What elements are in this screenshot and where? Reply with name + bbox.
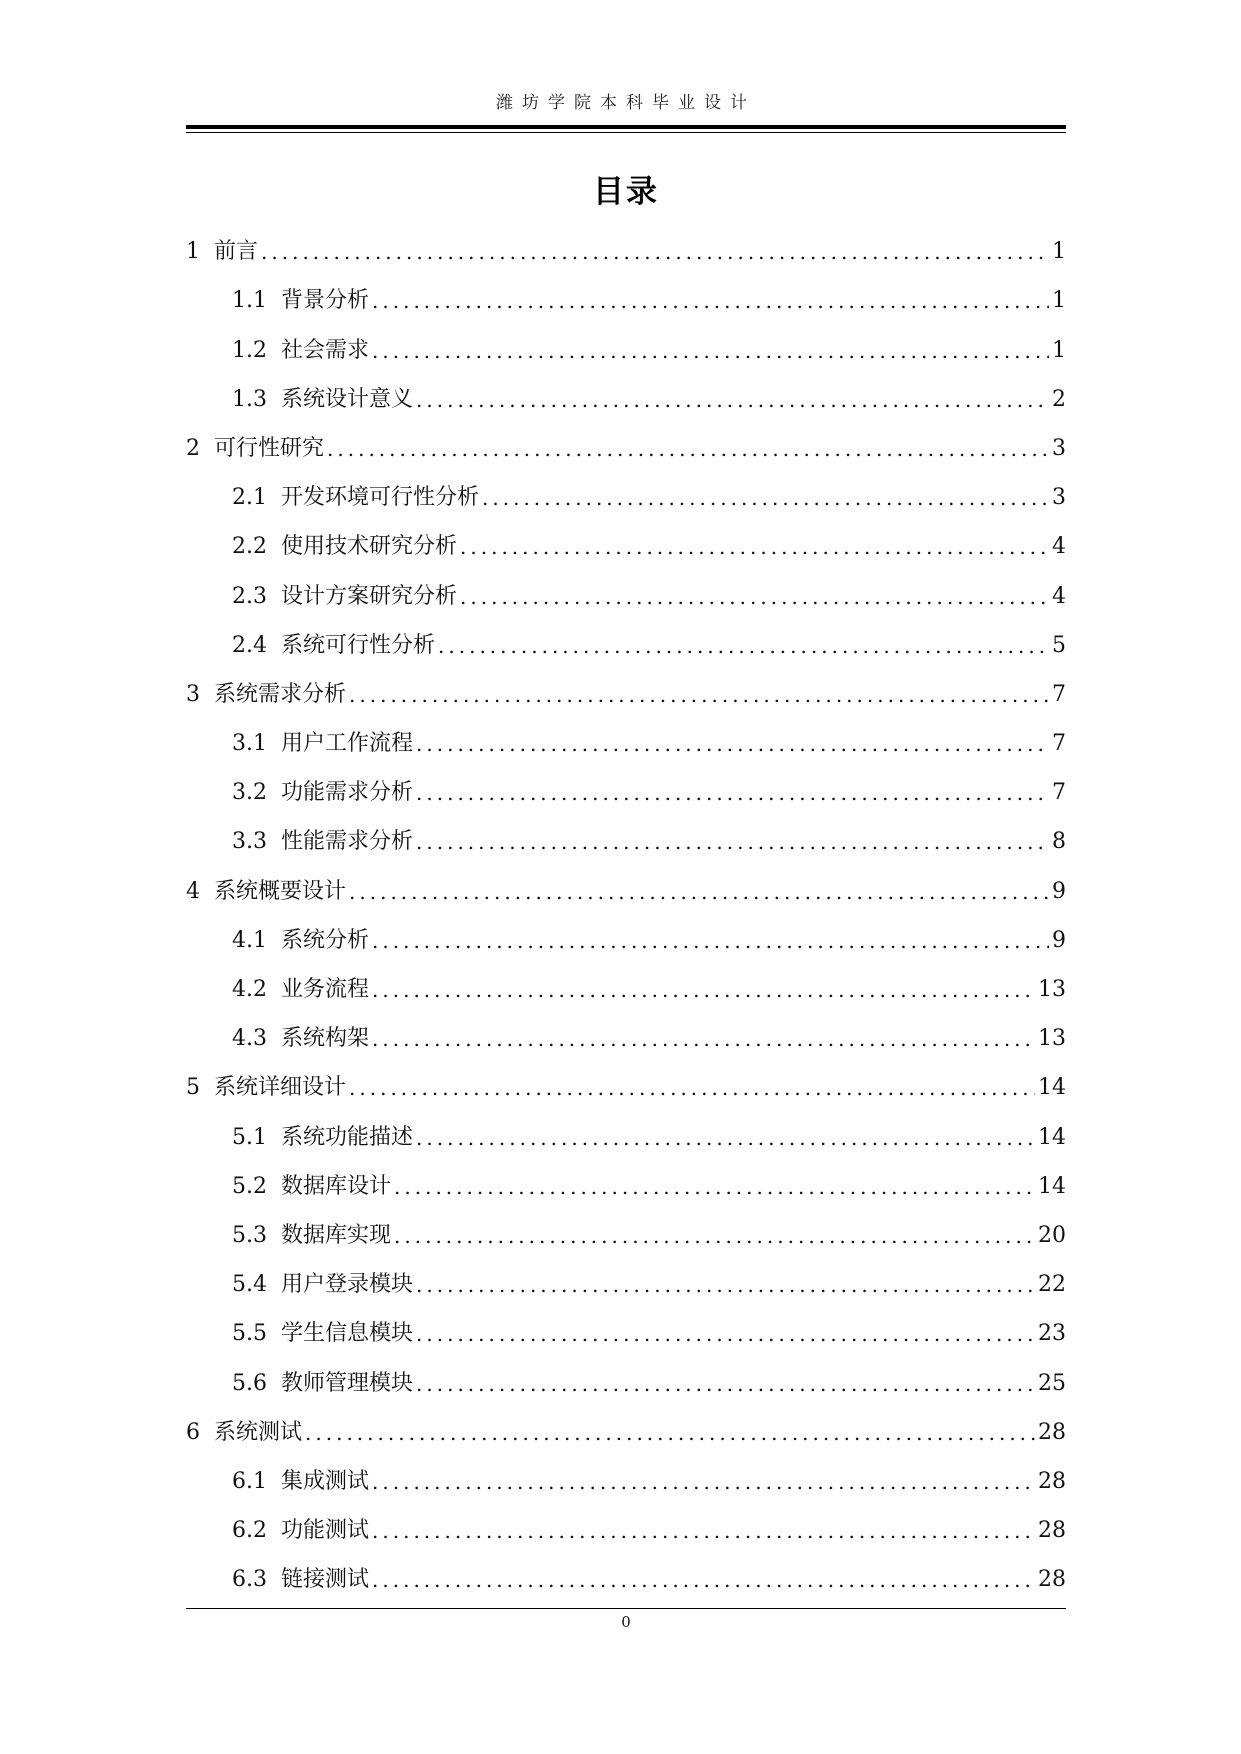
toc-dot-leader bbox=[372, 287, 1049, 315]
toc-dot-leader bbox=[416, 1124, 1035, 1152]
toc-entry[interactable] bbox=[186, 1457, 1066, 1506]
toc-entry-spacer bbox=[267, 337, 281, 365]
toc-dot-leader bbox=[372, 1468, 1035, 1496]
toc-entry-number: 5.2 bbox=[232, 1173, 267, 1199]
toc-entry-page: 2 bbox=[1052, 386, 1066, 412]
toc-list bbox=[186, 227, 1066, 1604]
toc-entry-spacer bbox=[267, 1271, 281, 1299]
toc-entry-page: 7 bbox=[1052, 780, 1066, 806]
toc-entry-page: 25 bbox=[1038, 1370, 1066, 1396]
toc-entry-page: 1 bbox=[1052, 337, 1066, 363]
toc-entry-page: 3 bbox=[1052, 435, 1066, 461]
toc-entry-number: 6.3 bbox=[232, 1567, 267, 1593]
toc-entry-title: 功能需求分析 bbox=[281, 780, 414, 806]
toc-entry-title: 数据库设计 bbox=[281, 1173, 392, 1199]
toc-entry-title: 教师管理模块 bbox=[281, 1370, 414, 1396]
toc-entry[interactable] bbox=[186, 473, 1066, 522]
toc-entry-title: 系统构架 bbox=[281, 1026, 370, 1052]
toc-entry-page: 23 bbox=[1038, 1321, 1066, 1347]
toc-entry-spacer bbox=[267, 779, 281, 807]
toc-entry-spacer bbox=[267, 1320, 281, 1348]
toc-entry-number: 3 bbox=[186, 681, 200, 707]
toc-entry-number: 4.3 bbox=[232, 1026, 267, 1052]
toc-entry[interactable] bbox=[186, 1260, 1066, 1309]
toc-entry-number: 1.2 bbox=[232, 337, 267, 363]
toc-entry[interactable] bbox=[186, 1506, 1066, 1555]
toc-entry-number: 3.1 bbox=[232, 731, 267, 757]
toc-entry-page: 14 bbox=[1038, 1173, 1066, 1199]
toc-entry-number: 2.4 bbox=[232, 632, 267, 658]
toc-dot-leader bbox=[460, 583, 1049, 611]
toc-entry-spacer bbox=[200, 1419, 214, 1447]
toc-entry[interactable] bbox=[186, 866, 1066, 915]
toc-entry-title: 系统可行性分析 bbox=[281, 632, 436, 658]
header-divider-thick bbox=[186, 125, 1066, 129]
toc-entry-number: 6.1 bbox=[232, 1468, 267, 1494]
toc-entry-spacer bbox=[200, 878, 214, 906]
toc-entry-number: 2.1 bbox=[232, 485, 267, 511]
toc-entry-number: 6 bbox=[186, 1419, 200, 1445]
footer-divider bbox=[186, 1608, 1066, 1609]
toc-entry-title: 系统概要设计 bbox=[214, 878, 347, 904]
toc-entry-title: 集成测试 bbox=[281, 1468, 370, 1494]
toc-entry-title: 使用技术研究分析 bbox=[281, 534, 458, 560]
toc-entry-title: 系统分析 bbox=[281, 927, 370, 953]
toc-entry[interactable] bbox=[186, 719, 1066, 768]
toc-entry-number: 5 bbox=[186, 1075, 200, 1101]
toc-entry-page: 28 bbox=[1038, 1419, 1066, 1445]
toc-entry[interactable] bbox=[186, 1358, 1066, 1407]
toc-entry-page: 7 bbox=[1052, 681, 1066, 707]
toc-entry-number: 3.3 bbox=[232, 829, 267, 855]
toc-entry-title: 系统功能描述 bbox=[281, 1124, 414, 1150]
toc-entry-title: 社会需求 bbox=[281, 337, 370, 363]
toc-entry-title: 性能需求分析 bbox=[281, 829, 414, 855]
toc-entry-page: 1 bbox=[1052, 288, 1066, 314]
header-divider-thin bbox=[186, 132, 1066, 133]
toc-dot-leader bbox=[416, 730, 1049, 758]
toc-entry-spacer bbox=[267, 1468, 281, 1496]
toc-dot-leader bbox=[460, 533, 1049, 561]
toc-entry-number: 5.1 bbox=[232, 1124, 267, 1150]
toc-entry[interactable] bbox=[186, 916, 1066, 965]
toc-entry-number: 5.5 bbox=[232, 1321, 267, 1347]
toc-entry-number: 1.3 bbox=[232, 386, 267, 412]
toc-entry[interactable] bbox=[186, 670, 1066, 719]
toc-entry-title: 可行性研究 bbox=[214, 435, 325, 461]
toc-entry-spacer bbox=[200, 681, 214, 709]
toc-entry-spacer bbox=[267, 583, 281, 611]
toc-dot-leader bbox=[416, 1370, 1035, 1398]
toc-entry[interactable] bbox=[186, 522, 1066, 571]
toc-entry-number: 1 bbox=[186, 239, 200, 265]
toc-entry-spacer bbox=[200, 435, 214, 463]
toc-entry[interactable] bbox=[186, 621, 1066, 670]
toc-dot-leader bbox=[416, 1271, 1035, 1299]
toc-entry-spacer bbox=[267, 1124, 281, 1152]
toc-entry-spacer bbox=[267, 1370, 281, 1398]
toc-dot-leader bbox=[416, 386, 1049, 414]
toc-entry-title: 开发环境可行性分析 bbox=[281, 485, 480, 511]
toc-dot-leader bbox=[482, 484, 1049, 512]
toc-entry-number: 1.1 bbox=[232, 288, 267, 314]
toc-entry[interactable] bbox=[186, 325, 1066, 374]
toc-dot-leader bbox=[261, 238, 1049, 266]
toc-entry-title: 背景分析 bbox=[281, 288, 370, 314]
toc-entry-title: 用户登录模块 bbox=[281, 1272, 414, 1298]
toc-entry-page: 5 bbox=[1052, 632, 1066, 658]
toc-entry-title: 系统需求分析 bbox=[214, 681, 347, 707]
toc-dot-leader bbox=[349, 1074, 1035, 1102]
toc-entry-title: 系统测试 bbox=[214, 1419, 303, 1445]
toc-entry-page: 14 bbox=[1038, 1124, 1066, 1150]
toc-entry-number: 4.2 bbox=[232, 977, 267, 1002]
toc-entry-spacer bbox=[200, 1074, 214, 1102]
toc-entry-spacer bbox=[267, 828, 281, 856]
toc-entry[interactable] bbox=[186, 768, 1066, 817]
toc-entry[interactable] bbox=[186, 424, 1066, 473]
toc-entry[interactable] bbox=[186, 276, 1066, 325]
toc-dot-leader bbox=[394, 1173, 1035, 1201]
toc-entry-page: 3 bbox=[1052, 485, 1066, 511]
toc-entry[interactable] bbox=[186, 1555, 1066, 1604]
toc-entry[interactable] bbox=[186, 1014, 1066, 1063]
toc-entry-page: 4 bbox=[1052, 583, 1066, 609]
toc-entry-title: 链接测试 bbox=[281, 1567, 370, 1593]
toc-entry-title: 业务流程 bbox=[281, 977, 370, 1002]
toc-entry-page: 13 bbox=[1038, 1026, 1066, 1052]
toc-entry-number: 4 bbox=[186, 878, 200, 904]
toc-entry-title: 数据库实现 bbox=[281, 1222, 392, 1248]
toc-entry-title: 设计方案研究分析 bbox=[281, 583, 458, 609]
toc-entry-spacer bbox=[267, 976, 281, 1004]
toc-entry-spacer bbox=[267, 927, 281, 955]
toc-dot-leader bbox=[438, 632, 1049, 660]
toc-entry-number: 2 bbox=[186, 435, 200, 461]
toc-entry-spacer bbox=[267, 1222, 281, 1250]
toc-dot-leader bbox=[372, 976, 1035, 1004]
toc-entry[interactable] bbox=[186, 1309, 1066, 1358]
toc-entry[interactable] bbox=[186, 1063, 1066, 1112]
toc-entry[interactable] bbox=[186, 1112, 1066, 1161]
toc-dot-leader bbox=[372, 1517, 1035, 1545]
toc-entry[interactable] bbox=[186, 817, 1066, 866]
toc-entry-page: 7 bbox=[1052, 731, 1066, 757]
toc-entry[interactable] bbox=[186, 227, 1066, 276]
toc-entry-spacer bbox=[267, 730, 281, 758]
toc-entry-number: 5.3 bbox=[232, 1222, 267, 1248]
toc-entry-title: 前言 bbox=[214, 239, 259, 265]
toc-dot-leader bbox=[372, 337, 1049, 365]
toc-dot-leader bbox=[416, 1320, 1035, 1348]
toc-entry-page: 28 bbox=[1038, 1468, 1066, 1494]
toc-dot-leader bbox=[372, 1566, 1035, 1594]
toc-dot-leader bbox=[416, 779, 1049, 807]
toc-entry-page: 1 bbox=[1052, 239, 1066, 265]
toc-dot-leader bbox=[327, 435, 1049, 463]
toc-entry-spacer bbox=[200, 238, 214, 266]
toc-entry[interactable] bbox=[186, 965, 1066, 1014]
toc-entry-page: 22 bbox=[1038, 1272, 1066, 1298]
toc-dot-leader bbox=[372, 927, 1049, 955]
toc-entry-spacer bbox=[267, 632, 281, 660]
toc-dot-leader bbox=[349, 681, 1049, 709]
toc-dot-leader bbox=[349, 878, 1049, 906]
toc-entry-number: 6.2 bbox=[232, 1518, 267, 1544]
toc-entry-number: 2.3 bbox=[232, 583, 267, 609]
toc-title: 目录 bbox=[593, 174, 659, 210]
toc-entry-page: 9 bbox=[1052, 927, 1066, 953]
toc-entry-number: 2.2 bbox=[232, 534, 267, 560]
toc-entry-spacer bbox=[267, 533, 281, 561]
toc-entry-spacer bbox=[267, 484, 281, 512]
toc-entry-spacer bbox=[267, 1025, 281, 1053]
toc-entry-page: 28 bbox=[1038, 1518, 1066, 1544]
toc-entry-page: 8 bbox=[1052, 829, 1066, 855]
toc-entry[interactable] bbox=[186, 571, 1066, 620]
toc-entry-number: 5.6 bbox=[232, 1370, 267, 1396]
page-header: 潍坊学院本科毕业设计 bbox=[496, 93, 756, 113]
toc-entry-title: 系统设计意义 bbox=[281, 386, 414, 412]
toc-entry-page: 4 bbox=[1052, 534, 1066, 560]
toc-entry-number: 5.4 bbox=[232, 1272, 267, 1298]
toc-entry-spacer bbox=[267, 1566, 281, 1594]
toc-entry-spacer bbox=[267, 287, 281, 315]
page-number: 0 bbox=[621, 1613, 631, 1631]
toc-entry-page: 14 bbox=[1038, 1075, 1066, 1101]
toc-entry-page: 13 bbox=[1038, 977, 1066, 1002]
toc-entry-title: 系统详细设计 bbox=[214, 1075, 347, 1101]
toc-entry[interactable] bbox=[186, 1211, 1066, 1260]
toc-dot-leader bbox=[394, 1222, 1035, 1250]
toc-entry[interactable] bbox=[186, 375, 1066, 424]
toc-entry-page: 9 bbox=[1052, 878, 1066, 904]
toc-entry-title: 用户工作流程 bbox=[281, 731, 414, 757]
toc-entry-page: 20 bbox=[1038, 1222, 1066, 1248]
toc-entry[interactable] bbox=[186, 1162, 1066, 1211]
toc-entry-spacer bbox=[267, 386, 281, 414]
toc-entry-spacer bbox=[267, 1173, 281, 1201]
toc-dot-leader bbox=[372, 1025, 1035, 1053]
toc-entry[interactable] bbox=[186, 1408, 1066, 1457]
toc-entry-title: 功能测试 bbox=[281, 1518, 370, 1544]
toc-entry-title: 学生信息模块 bbox=[281, 1321, 414, 1347]
toc-dot-leader bbox=[305, 1419, 1035, 1447]
toc-entry-number: 4.1 bbox=[232, 927, 267, 953]
toc-dot-leader bbox=[416, 828, 1049, 856]
toc-entry-spacer bbox=[267, 1517, 281, 1545]
toc-entry-page: 28 bbox=[1038, 1567, 1066, 1593]
toc-entry-number: 3.2 bbox=[232, 780, 267, 806]
